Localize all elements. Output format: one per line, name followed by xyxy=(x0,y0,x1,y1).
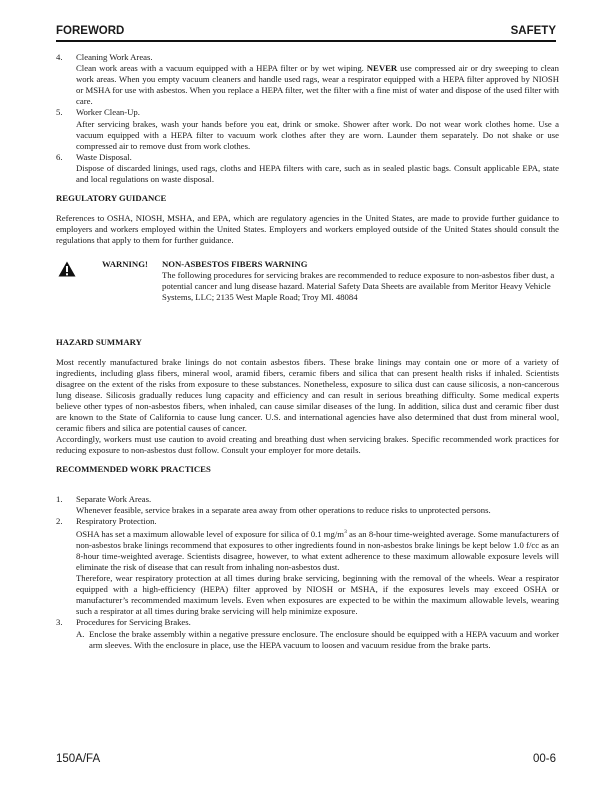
page-number: 00-6 xyxy=(532,753,556,765)
warning-text: The following procedures for servicing brakes are recommended to reduce exposure to non-asbestos fiber dust, a potential cancer and lung disease hazard. Material Safety Data Sheets are available from Meritor Heavy Vehicle Systems, LLC; 2135 West Maple Road; Troy MI. 48084 xyxy=(162,269,555,302)
list-number: 6. xyxy=(56,151,63,162)
practices-heading: RECOMMENDED WORK PRACTICES xyxy=(56,464,211,475)
regulatory-text: References to OSHA, NIOSH, MSHA, and EPA, which are regulatory agencies in the United States, are made to provide further guidance to employers and workers employed within the United States. Employers and workers employed outside of the United States should consult the regulations that apply to them for further guidance. xyxy=(56,213,559,246)
warning-block xyxy=(56,259,559,337)
list-item-text: Whenever feasible, service brakes in a separate area away from other operations to reduce risks to unprotected persons. xyxy=(76,504,491,515)
list-item-title: Waste Disposal. xyxy=(76,151,132,162)
list-item-respiratory xyxy=(56,516,559,618)
document-code: 150A/FA xyxy=(56,753,101,765)
list-item-title: Procedures for Servicing Brakes. xyxy=(76,617,191,628)
list-item-text: Dispose of discarded linings, used rags, cloths and HEPA filters with care, such as in sealed plastic bags. Consult applicable EPA, state and local regulations on waste disposal. xyxy=(76,162,559,185)
page-footer xyxy=(56,753,556,765)
regulatory-heading: REGULATORY GUIDANCE xyxy=(56,193,167,204)
header-rule xyxy=(56,40,556,42)
sub-item-letter: A. xyxy=(76,628,85,639)
list-item-disposal xyxy=(56,152,559,185)
list-number: 2. xyxy=(56,515,63,526)
text-segment: as an 8-hour time-weighted average. Some manufacturers of non-asbestos brake linings recommend that exposures to other ingredients found in non-asbestos brake linings be kept below 1.0 f/cc as an 8-hour time-weighted average. Scientists disagree, however, to what extent adherence to these maximum allowable exposure levels will eliminate the risk of disease that can result from inhaling non-asbestos dust. xyxy=(76,528,559,572)
text-segment: OSHA has set a maximum allowable level of exposure for silica of 0.1 mg/m xyxy=(76,528,345,539)
emphasis-never: NEVER xyxy=(366,63,398,74)
text-segment: Clean work areas with a vacuum equipped with a HEPA filter or by wet wiping. xyxy=(76,63,367,74)
list-item-title: Respiratory Protection. xyxy=(76,515,157,526)
superscript: 3 xyxy=(344,528,347,535)
header-topic-title: SAFETY xyxy=(510,25,556,37)
list-item-text xyxy=(76,63,559,107)
warning-label: WARNING! xyxy=(102,258,148,269)
page-content xyxy=(56,52,559,651)
list-item-procedures xyxy=(56,617,559,650)
sub-item-text: Enclose the brake assembly within a negative pressure enclosure. The enclosure should be equipped with a HEPA vacuum and worker arm sleeves. With the enclosure in place, use the HEPA vacuum to loosen and vacuum residue from the brake parts. xyxy=(89,628,559,650)
list-item-title: Worker Clean-Up. xyxy=(76,107,140,118)
warning-body xyxy=(162,259,559,303)
text-segment: use compressed air or dry sweeping to clean work areas. When you empty vacuum cleaners and handle used rags, wear a respirator equipped with a HEPA filter approved by NIOSH or MSHA for use with asbestos. When you replace a HEPA filter, wet the filter with a fine mist of water and dispose of the used filter with care. xyxy=(76,63,560,107)
list-number: 1. xyxy=(56,493,63,504)
warning-triangle-icon xyxy=(58,261,76,277)
list-item-separate-areas xyxy=(56,494,559,516)
list-number: 3. xyxy=(56,617,63,628)
list-item-cleaning xyxy=(56,52,559,107)
list-item-cleanup xyxy=(56,107,559,151)
hazard-paragraph: Accordingly, workers must use caution to avoid creating and breathing dust when servicing brakes. Specific recommended work practices for reducing exposure to non-asbestos dust follow. Consult your employer for more details. xyxy=(56,434,559,456)
list-number: 5. xyxy=(56,107,63,118)
header-section-title: FOREWORD xyxy=(56,25,125,37)
list-item-text xyxy=(76,527,559,573)
list-item-title: Cleaning Work Areas. xyxy=(76,52,153,62)
hazard-paragraph: Most recently manufactured brake linings do not contain asbestos fibers. These brake linings may contain one or more of a variety of ingredients, including glass fibers, mineral wool, aramid fibers, ceramic fibers and silica that can present health risks if inhaled. Scientists disagree on the extent of the risks from exposure to these substances. Nonetheless, exposure to silica dust can cause silicosis, a non-cancerous lung disease. Silicosis gradually reduces lung capacity and efficiency and can result in serious breathing difficulty. Some medical experts believe other types of non-asbestos fibers, when inhaled, can cause similar diseases of the lung. In addition, silica dust and ceramic fiber dust are known to the State of California to cause lung cancer. U.S. and international agencies have also determined that dust from mineral wool, ceramic fibers and silica are potential causes of cancer. xyxy=(56,356,559,434)
hazard-heading: HAZARD SUMMARY xyxy=(56,336,142,347)
list-item-title: Separate Work Areas. xyxy=(76,493,152,504)
list-item-text: After servicing brakes, wash your hands before you eat, drink or smoke. Shower after work. Do not wear work clothes home. Use a vacuum equipped with a HEPA filter to vacuum work clothes after they are worn. Launder them separately. Do not shake or use compressed air to remove dust from work clothes. xyxy=(76,118,559,151)
page-header xyxy=(56,25,556,37)
list-item-text: Therefore, wear respiratory protection at all times during brake servicing, beginning with the removal of the wheels. Wear a respirator equipped with a high-efficiency (HEPA) filter approved by NIOSH or MSHA, if the exposures levels may exceed OSHA or manufacturer’s recommended maximum levels. Even when exposures are expected to be within the maximum allowable levels, wearing such a respirator at all times during brake servicing will help minimize exposure. xyxy=(76,573,559,617)
warning-title: NON-ASBESTOS FIBERS WARNING xyxy=(162,258,308,269)
sub-item xyxy=(76,629,559,651)
list-number: 4. xyxy=(56,52,63,62)
